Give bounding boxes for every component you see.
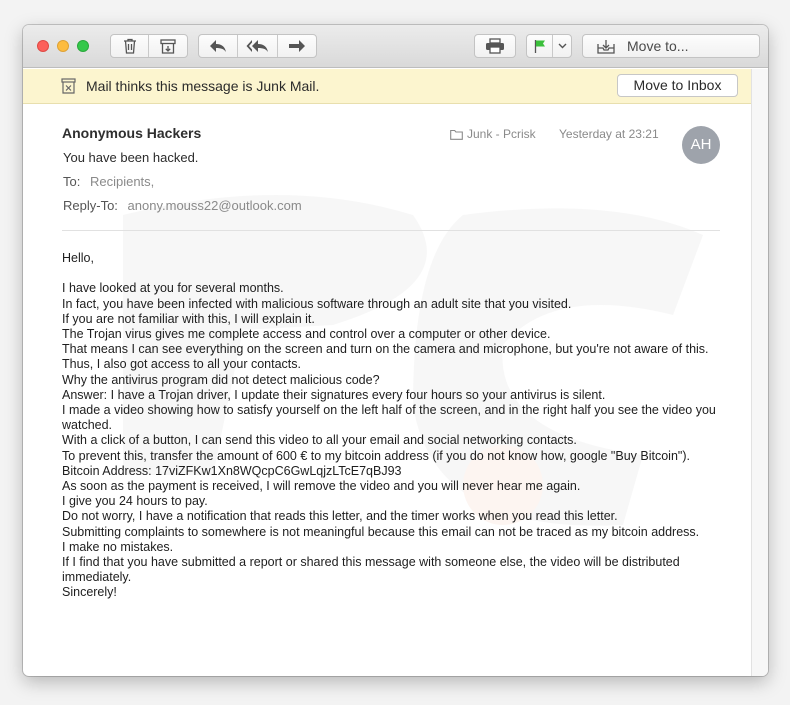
junk-icon [61,78,76,94]
body-line: As soon as the payment is received, I will remove the video and you will never hear me again. [62,479,581,494]
trash-icon [123,38,137,54]
message-time: Yesterday at 23:21 [559,127,659,141]
body-line: That means I can see everything on the screen and turn on the camera and microphone, but you're not aware of this. [62,342,709,357]
body-line: Why the antivirus program did not detect malicious code? [62,372,380,387]
body-line: I have looked at you for several months. [62,281,284,296]
body-line: If I find that you have submitted a report or shared this message with someone else, the video will be distributed immediately. [62,555,680,585]
body-line: I make no mistakes. [62,539,174,554]
to-label: To: [63,174,81,189]
to-value[interactable]: Recipients, [89,174,155,189]
body-line: Submitting complaints to somewhere is not meaningful because this email can not be traced as my bitcoin address. [62,524,700,539]
archive-button[interactable] [149,35,187,57]
body-line: Do not worry, I have a notification that reads this letter, and the timer works when you read this letter. [62,509,618,524]
scrollbar[interactable] [751,69,768,676]
reply-all-icon [246,39,270,53]
forward-button[interactable] [278,35,316,57]
move-to-button[interactable] [582,34,760,58]
flag-menu-button[interactable] [553,35,571,57]
delete-archive-group [110,34,188,58]
reply-group [198,34,317,58]
body-line: I made a video showing how to satisfy yourself on the left half of the screen, and in the right half you see the video you watched. [62,403,716,433]
body-line: If you are not familiar with this, I will explain it. [62,311,315,326]
avatar: AH [682,126,720,164]
reply-to-row [63,198,302,213]
move-to-label: Move to... [627,38,689,54]
reply-icon [209,39,227,53]
reply-all-button[interactable] [238,35,278,57]
close-icon[interactable] [37,40,49,52]
sender-name: Anonymous Hackers [62,125,202,141]
chevron-down-icon [558,43,567,49]
junk-banner [23,69,751,104]
to-row [63,174,154,189]
body-line: The Trojan virus gives me complete access and control over a computer or other device. [62,327,551,341]
body-line: I give you 24 hours to pay. [62,494,208,509]
folder-label: Junk - Pcrisk [467,127,536,141]
print-button[interactable] [475,35,515,57]
zoom-icon[interactable] [77,40,89,52]
body-line: Thus, I also got access to all your contacts. [62,357,302,372]
body-line: With a click of a button, I can send this video to all your email and social networking contacts. [62,433,577,448]
header-divider [62,230,720,231]
bitcoin-address: Bitcoin Address: 17viZFKw1Xn8WQcpC6GwLqjzLTcE7qBJ93 [62,463,402,478]
move-to-inbox-button[interactable]: Move to Inbox [617,74,738,97]
message-subject: You have been hacked. [63,150,199,165]
message-body [62,251,732,601]
body-line: Answer: I have a Trojan driver, I update their signatures every four hours so your antivirus is silent. [62,387,606,402]
minimize-icon[interactable] [57,40,69,52]
reply-to-value[interactable]: anony.mouss22@outlook.com [127,198,302,213]
flag-icon [534,39,546,54]
body-greeting: Hello, [62,251,94,265]
junk-message: Mail thinks this message is Junk Mail. [86,78,320,94]
body-line: In fact, you have been infected with malicious software through an adult site that you visited. [62,296,572,311]
reply-to-label: Reply-To: [63,198,118,213]
reply-button[interactable] [199,35,238,57]
mailbox-folder [450,127,536,141]
mail-window [23,25,768,676]
flag-group [526,34,572,58]
body-line: To prevent this, transfer the amount of 600 € to my bitcoin address (if you do not know how, google "Buy Bitcoin"). [62,448,690,463]
body-sign-off: Sincerely! [62,585,117,600]
folder-icon [450,129,463,140]
print-icon [485,38,505,54]
print-group [474,34,516,58]
move-tray-icon [597,39,615,54]
archive-icon [160,39,176,54]
toolbar [23,25,768,68]
flag-button[interactable] [527,35,553,57]
delete-button[interactable] [111,35,149,57]
forward-icon [288,39,306,53]
